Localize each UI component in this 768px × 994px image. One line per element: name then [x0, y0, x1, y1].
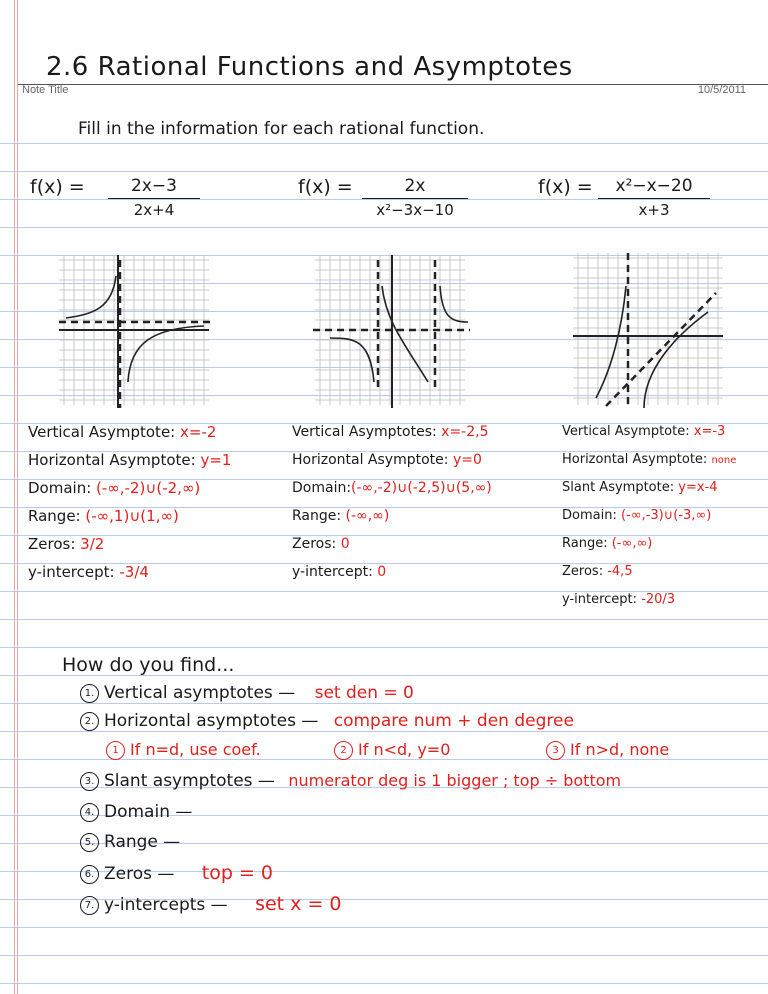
how-item-3 — [80, 771, 621, 791]
f3-slant-asymptote-value: y=x-4 — [678, 480, 718, 495]
f1-vertical-asymptote-label: Vertical Asymptote: — [28, 423, 176, 441]
f2-horizontal-asymptote-row — [292, 446, 492, 474]
f3-range-label: Range: — [562, 536, 608, 551]
how-item-1-answer: set den = 0 — [314, 683, 414, 703]
graph-1-curve-left — [66, 276, 116, 318]
how-item-6-number: 6. — [80, 865, 99, 884]
f2-range-value: (-∞,∞) — [345, 508, 390, 524]
f3-y-intercept-row — [562, 586, 736, 614]
how-item-5-label: Range — — [104, 832, 181, 852]
graph-1 — [54, 250, 216, 410]
how-item-7 — [80, 893, 342, 915]
sub-rule-2-text: If n<d, y=0 — [358, 740, 451, 759]
function-1-numerator: 2x−3 — [131, 176, 177, 196]
how-item-1-number: 1. — [80, 684, 99, 703]
f1-domain-label: Domain: — [28, 479, 92, 497]
function-3-denominator: x+3 — [638, 201, 670, 219]
f2-y-intercept-value: 0 — [377, 564, 387, 580]
f3-slant-asymptote-row — [562, 474, 736, 502]
instruction-text: Fill in the information for each rational function. — [78, 119, 485, 139]
how-item-6-answer: top = 0 — [201, 862, 274, 884]
f2-range-label: Range: — [292, 508, 342, 524]
f3-horizontal-asymptote-value: none — [711, 455, 737, 466]
note-title-label: Note Title — [22, 84, 69, 96]
f1-horizontal-asymptote-value: y=1 — [200, 451, 232, 469]
f2-horizontal-asymptote-value: y=0 — [452, 452, 482, 468]
title-rule — [18, 84, 768, 85]
f3-horizontal-asymptote-row — [562, 446, 736, 474]
f2-horizontal-asymptote-label: Horizontal Asymptote: — [292, 452, 449, 468]
function-3-fraction — [598, 176, 710, 219]
f1-y-intercept-label: y-intercept: — [28, 563, 115, 581]
graph-1-curve-right — [128, 326, 204, 382]
how-item-5-number: 5. — [80, 833, 99, 852]
how-item-1 — [80, 683, 414, 703]
function-3-label: f(x) = — [538, 176, 593, 198]
f1-y-intercept-value: -3/4 — [119, 563, 149, 581]
how-item-2-number: 2. — [80, 712, 99, 731]
f1-zeros-label: Zeros: — [28, 535, 76, 553]
f3-range-row — [562, 530, 736, 558]
graph-2-curve-right — [440, 286, 468, 322]
f1-range-value: (-∞,1)∪(1,∞) — [85, 507, 179, 525]
f1-range-row — [28, 502, 231, 530]
f2-range-row — [292, 502, 492, 530]
f2-vertical-asymptote-label: Vertical Asymptotes: — [292, 424, 437, 440]
how-item-4 — [80, 802, 192, 822]
f3-domain-row — [562, 502, 736, 530]
f3-y-intercept-label: y-intercept: — [562, 592, 638, 607]
f2-domain-value: (-∞,-2)∪(-2,5)∪(5,∞) — [351, 480, 492, 496]
f1-zeros-value: 3/2 — [80, 535, 105, 553]
f2-vertical-asymptote-row — [292, 418, 492, 446]
sub-rule-3-number: 3 — [546, 741, 565, 760]
how-item-2-label: Horizontal asymptotes — — [104, 711, 319, 731]
sub-rule-3 — [546, 740, 669, 760]
f1-horizontal-asymptote-row — [28, 446, 231, 474]
f3-vertical-asymptote-value: x=-3 — [693, 424, 726, 439]
f3-range-value: (-∞,∞) — [611, 536, 653, 551]
function-2-denominator: x²−3x−10 — [376, 201, 454, 219]
f2-y-intercept-row — [292, 558, 492, 586]
function-2-label: f(x) = — [298, 176, 353, 198]
function-3-info — [562, 418, 736, 614]
function-2-info — [292, 418, 492, 586]
function-3-numerator: x²−x−20 — [615, 176, 693, 196]
graph-3 — [568, 248, 730, 410]
how-item-3-answer: numerator deg is 1 bigger ; top ÷ bottom — [288, 771, 622, 790]
f1-vertical-asymptote-row — [28, 418, 231, 446]
function-1-denominator: 2x+4 — [133, 201, 175, 219]
graph-2 — [310, 250, 472, 410]
f1-zeros-row — [28, 530, 231, 558]
f1-domain-row — [28, 474, 231, 502]
how-item-6 — [80, 862, 273, 884]
f3-domain-label: Domain: — [562, 508, 617, 523]
function-1-fraction — [108, 176, 200, 219]
how-item-3-number: 3. — [80, 772, 99, 791]
f1-y-intercept-row — [28, 558, 231, 586]
f3-vertical-asymptote-label: Vertical Asymptote: — [562, 424, 690, 439]
f3-y-intercept-value: -20/3 — [641, 592, 676, 607]
f3-horizontal-asymptote-label: Horizontal Asymptote: — [562, 452, 708, 467]
how-item-7-answer: set x = 0 — [255, 893, 342, 915]
f2-zeros-value: 0 — [340, 536, 350, 552]
f3-domain-value: (-∞,-3)∪(-3,∞) — [620, 508, 712, 523]
function-2-fraction — [362, 176, 468, 219]
how-item-1-label: Vertical asymptotes — — [104, 683, 296, 703]
sub-rule-2 — [334, 740, 450, 760]
sub-rule-3-text: If n>d, none — [570, 740, 670, 759]
sub-rule-1-text: If n=d, use coef. — [130, 740, 261, 759]
sub-rule-1-number: 1 — [106, 741, 125, 760]
graph-3-curve-right — [644, 312, 708, 408]
how-item-7-number: 7. — [80, 896, 99, 915]
margin-line-2 — [17, 0, 18, 994]
f2-vertical-asymptote-value: x=-2,5 — [441, 424, 489, 440]
f3-zeros-row — [562, 558, 736, 586]
how-item-2-answer: compare num + den degree — [333, 711, 574, 731]
sub-rule-1 — [106, 740, 261, 760]
f1-vertical-asymptote-value: x=-2 — [180, 423, 217, 441]
graph-3-curve-left — [596, 286, 626, 398]
how-item-3-label: Slant asymptotes — — [104, 771, 275, 791]
f2-domain-row — [292, 474, 492, 502]
f2-zeros-label: Zeros: — [292, 536, 337, 552]
f3-slant-asymptote-label: Slant Asymptote: — [562, 480, 675, 495]
how-item-7-label: y-intercepts — — [104, 895, 228, 915]
how-item-2 — [80, 711, 574, 731]
f2-y-intercept-label: y-intercept: — [292, 564, 373, 580]
f1-domain-value: (-∞,-2)∪(-2,∞) — [96, 479, 201, 497]
page-title: 2.6 Rational Functions and Asymptotes — [46, 52, 573, 82]
margin-line — [14, 0, 15, 994]
note-date: 10/5/2011 — [697, 84, 746, 96]
function-1-info — [28, 418, 231, 586]
sub-rule-2-number: 2 — [334, 741, 353, 760]
how-item-6-label: Zeros — — [104, 864, 175, 884]
function-1-label: f(x) = — [30, 176, 85, 198]
f2-domain-label: Domain: — [292, 480, 352, 496]
f2-zeros-row — [292, 530, 492, 558]
how-item-4-label: Domain — — [104, 802, 193, 822]
f3-zeros-value: -4,5 — [607, 564, 633, 579]
f3-zeros-label: Zeros: — [562, 564, 604, 579]
f3-vertical-asymptote-row — [562, 418, 736, 446]
how-item-5 — [80, 832, 180, 852]
how-heading: How do you find... — [62, 654, 235, 676]
function-2-numerator: 2x — [404, 176, 426, 196]
how-item-4-number: 4. — [80, 803, 99, 822]
f1-horizontal-asymptote-label: Horizontal Asymptote: — [28, 451, 196, 469]
f1-range-label: Range: — [28, 507, 81, 525]
